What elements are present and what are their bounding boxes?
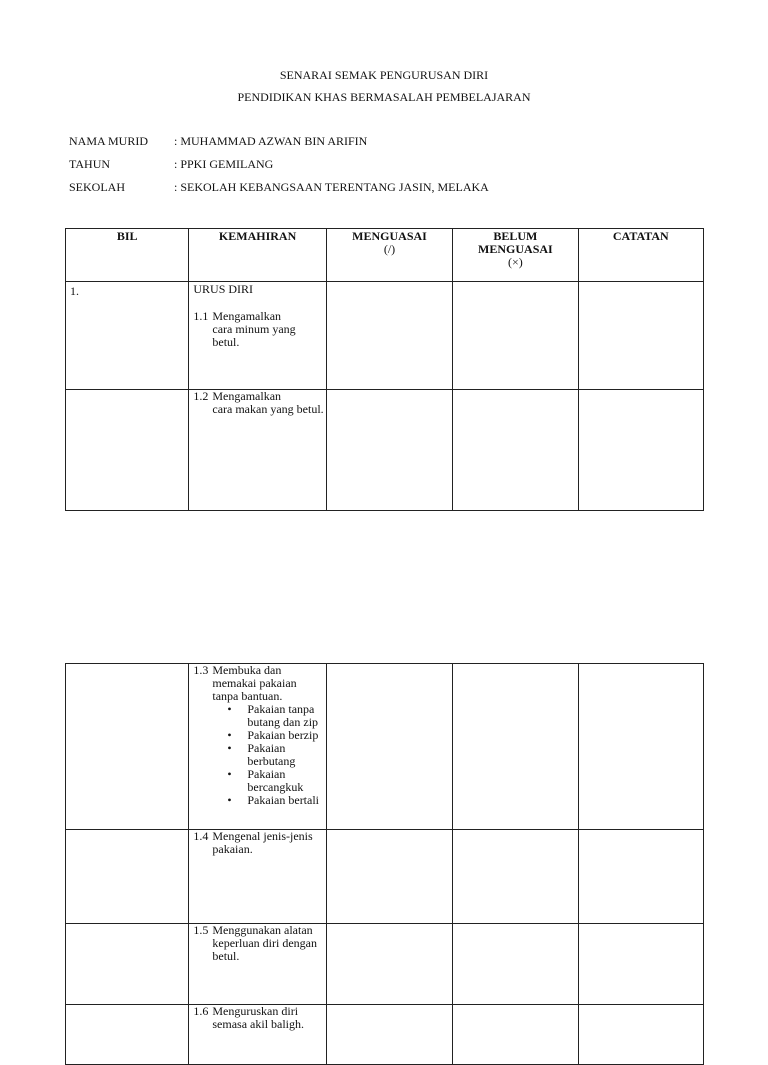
table-row [66, 1005, 704, 1065]
bil-cell [66, 924, 189, 1005]
table-row [66, 830, 704, 924]
menguasai-cell[interactable] [326, 390, 452, 511]
catatan-cell[interactable] [578, 282, 703, 390]
col-header-belum-menguasai: BELUM MENGUASAI (×) [453, 229, 578, 282]
list-item: • Pakaian bercangkuk [227, 768, 311, 794]
document-title: SENARAI SEMAK PENGURUSAN DIRI [279, 68, 489, 82]
menguasai-cell[interactable] [326, 924, 452, 1005]
section-heading: URUS DIRI [193, 282, 254, 296]
belum-menguasai-cell[interactable] [453, 830, 578, 924]
belum-menguasai-cell[interactable] [453, 664, 578, 830]
skill-item: 1.2 Mengamalkan cara makan yang betul. [193, 389, 324, 416]
list-item: • Pakaian berzip [227, 729, 325, 742]
list-item: • Pakaian bertali [227, 794, 325, 807]
bil-cell [66, 1005, 189, 1065]
menguasai-cell[interactable] [326, 664, 452, 830]
menguasai-cell[interactable] [326, 830, 452, 924]
skill-cell [189, 282, 326, 390]
skill-cell [189, 1005, 326, 1065]
clothing-list [193, 703, 325, 807]
checklist-table-1 [65, 228, 704, 511]
catatan-cell[interactable] [578, 664, 703, 830]
skill-cell [189, 830, 326, 924]
info-label: TAHUN [69, 157, 111, 171]
table-header-row [66, 229, 704, 282]
catatan-cell[interactable] [578, 830, 703, 924]
catatan-cell[interactable] [578, 390, 703, 511]
col-header-menguasai: MENGUASAI (/) [326, 229, 452, 282]
col-header-catatan: CATATAN [578, 229, 703, 282]
belum-menguasai-cell[interactable] [453, 282, 578, 390]
document-subtitle: PENDIDIKAN KHAS BERMASALAH PEMBELAJARAN [237, 90, 531, 104]
bil-cell: 1. [66, 282, 189, 390]
skill-cell [189, 664, 326, 830]
col-header-bil: BIL [66, 229, 189, 282]
menguasai-cell[interactable] [326, 1005, 452, 1065]
menguasai-cell[interactable] [326, 282, 452, 390]
bil-cell [66, 664, 189, 830]
bil-cell [66, 830, 189, 924]
table-row [66, 390, 704, 511]
catatan-cell[interactable] [578, 1005, 703, 1065]
skill-item: 1.4 Mengenal jenis-jenis pakaian. [193, 829, 313, 856]
checklist-table-2 [65, 663, 704, 1065]
skill-item: 1.1 Mengamalkan cara minum yang betul. [193, 309, 296, 349]
info-value: : SEKOLAH KEBANGSAAN TERENTANG JASIN, MELAKA [174, 180, 489, 194]
skill-cell [189, 390, 326, 511]
skill-item: 1.3 Membuka dan memakai pakaian tanpa bantuan. [193, 663, 297, 703]
info-value: : PPKI GEMILANG [174, 157, 274, 171]
col-header-kemahiran: KEMAHIRAN [189, 229, 326, 282]
info-label: NAMA MURID [69, 134, 149, 148]
table-row [66, 664, 704, 830]
bil-cell [66, 390, 189, 511]
skill-item: 1.6 Menguruskan diri semasa akil baligh. [193, 1004, 305, 1031]
info-value: : MUHAMMAD AZWAN BIN ARIFIN [174, 134, 368, 148]
belum-menguasai-cell[interactable] [453, 1005, 578, 1065]
list-item: • Pakaian tanpa butang dan zip [227, 703, 319, 729]
mark-tick: (/) [383, 242, 396, 256]
skill-item: 1.5 Menggunakan alatan keperluan diri dengan betul. [193, 923, 317, 963]
info-label: SEKOLAH [69, 180, 125, 194]
belum-menguasai-cell[interactable] [453, 390, 578, 511]
mark-cross: (×) [508, 255, 523, 269]
table-row [66, 282, 704, 390]
belum-menguasai-cell[interactable] [453, 924, 578, 1005]
list-item: • Pakaian berbutang [227, 742, 303, 768]
catatan-cell[interactable] [578, 924, 703, 1005]
skill-cell [189, 924, 326, 1005]
table-row [66, 924, 704, 1005]
